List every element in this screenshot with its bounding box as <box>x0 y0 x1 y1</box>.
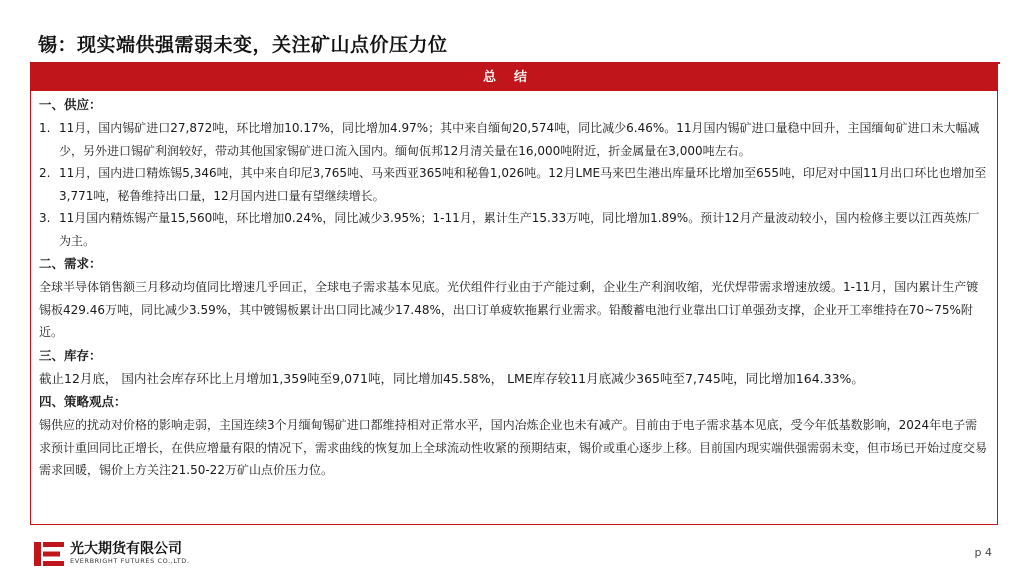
everbright-logo-icon <box>34 541 64 567</box>
inventory-text: 截止12月底， 国内社会库存环比上月增加1,359吨至9,071吨，同比增加45.58%， LME库存较11月底减少365吨至7,745吨，同比增加164.33%。 <box>39 370 864 386</box>
page-title: 锡：现实端供强需弱未变，关注矿山点价压力位 <box>38 34 448 56</box>
list-number: 3. <box>39 211 51 225</box>
list-item <box>39 162 989 207</box>
list-text: 11月，国内锡矿进口27,872吨，环比增加10.17%，同比增加4.97%；其中来自缅甸20,574吨，同比减少6.46%。11月国内锡矿进口量稳中回升，主国缅甸矿进口未大幅减少，另外进口锡矿利润较好，带动其他国家锡矿进口流入国内。缅甸佤邦12月清关量在16,000吨附近，折金属量在3,000吨左右。 <box>59 121 980 158</box>
logo-company-english: EVERBRIGHT FUTURES CO.,LTD. <box>70 557 190 565</box>
panel-body <box>31 91 997 482</box>
strategy-heading: 四、策略观点： <box>39 394 127 409</box>
list-text: 11月，国内进口精炼锡5,346吨，其中来自印尼3,765吨、马来西亚365吨和秘鲁1,026吨。12月LME马来巴生港出库量环比增加至655吨，印尼对中国11月出口环比也增加至3,771吨，秘鲁维持出口量，12月国内进口量有望继续增长。 <box>59 166 987 203</box>
strategy-text: 锡供应的扰动对价格的影响走弱，主国连续3个月缅甸锡矿进口都维持相对正常水平，国内冶炼企业也未有减产。目前由于电子需求基本见底，受今年低基数影响，2024年电子需求预计重回同比正增长，在供应增量有限的情况下，需求曲线的恢复加上全球流动性收紧的预期结束，锡价或重心逐步上移。目前国内现实端供强需弱未变，但市场已开始过度交易需求回暖，锡价上方关注21.50-22万矿山点价压力位。 <box>39 418 988 477</box>
supply-heading: 一、供应： <box>39 97 102 112</box>
demand-text: 全球半导体销售额三月移动均值同比增速几乎回正，全球电子需求基本见底。光伏组件行业由于产能过剩，企业生产利润收缩，光伏焊带需求增速放缓。1-11月，国内累计生产镀锡板429.46万吨，同比减少3.59%，其中镀锡板累计出口同比减少17.48%，出口订单疲软拖累行业需求。铅酸蓄电池行业靠出口订单强劲支撑，企业开工率维持在70~75%附近。 <box>39 280 979 339</box>
logo-company-name: 光大期货有限公司 <box>70 541 182 557</box>
summary-panel <box>30 64 998 525</box>
page-number: p 4 <box>974 546 992 559</box>
list-number: 1. <box>39 121 51 135</box>
list-item <box>39 117 989 162</box>
list-item <box>39 207 989 252</box>
inventory-heading: 三、库存： <box>39 347 102 363</box>
list-number: 2. <box>39 166 51 180</box>
list-text: 11月国内精炼锡产量15,560吨，环比增加0.24%，同比减少3.95%；1-11月，累计生产15.33万吨，同比增加1.89%。预计12月产量波动较小，国内检修主要以江西英炼厂为主。 <box>59 211 980 248</box>
demand-heading: 二、需求： <box>39 256 102 271</box>
company-logo <box>34 540 190 568</box>
supply-list <box>39 117 989 252</box>
panel-header: 总结 <box>31 65 997 91</box>
